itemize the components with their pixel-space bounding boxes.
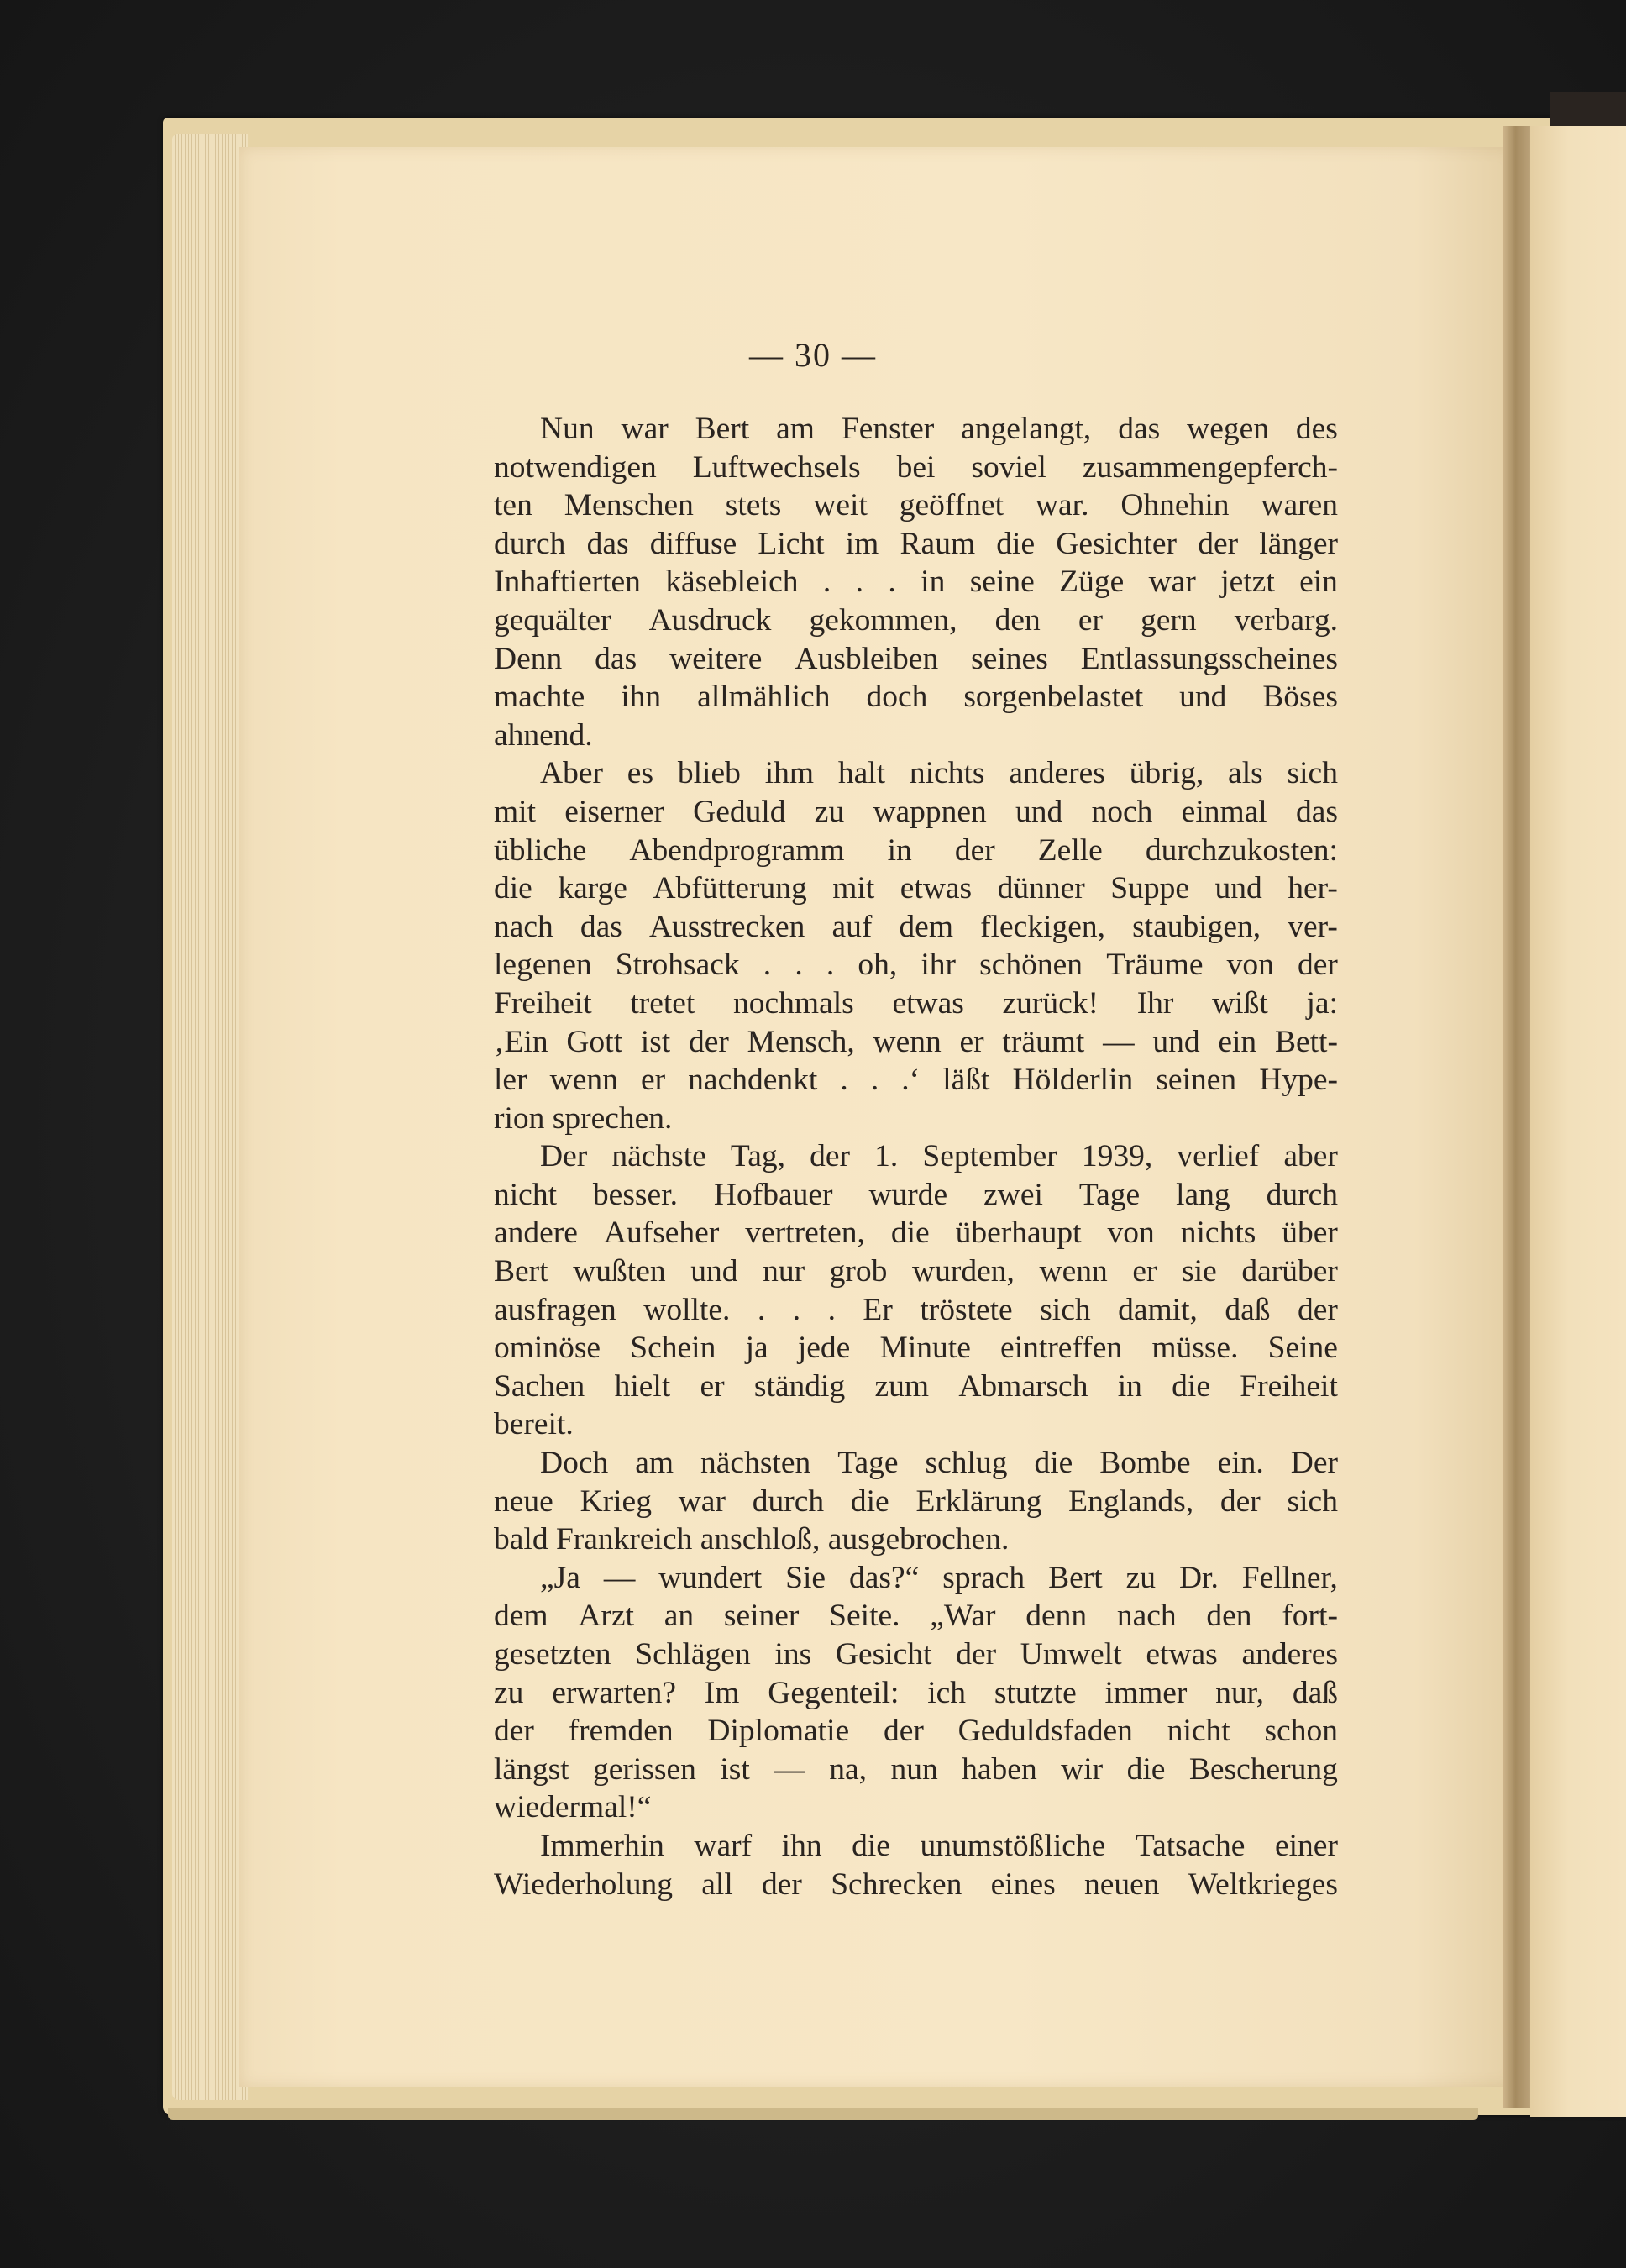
text-line: die karge Abfütterung mit etwas dünner Suppe und her- <box>494 871 1338 906</box>
text-line: andere Aufseher vertreten, die überhaupt von nichts über <box>494 1215 1338 1251</box>
text-line: längst gerissen ist — na, nun haben wir die Bescherung <box>494 1751 1338 1787</box>
text-line: ominöse Schein ja jede Minute eintreffen müsse. Seine <box>494 1331 1338 1366</box>
cover-bottom-edge <box>168 2108 1478 2120</box>
text-line: notwendigen Luftwechsels bei soviel zusammengepferch- <box>494 449 1338 485</box>
text-line: übliche Abendprogramm in der Zelle durchzukosten: <box>494 832 1338 868</box>
text-line: der fremden Diplomatie der Geduldsfaden nicht schon <box>494 1714 1338 1749</box>
text-line: Der nächste Tag, der 1. September 1939, verlief aber <box>540 1139 1338 1174</box>
text-line: zu erwarten? Im Gegenteil: ich stutzte immer nur, daß <box>494 1675 1338 1710</box>
body-text <box>494 410 1338 1903</box>
text-line: Aber es blieb ihm halt nichts anderes übrig, als sich <box>540 756 1338 791</box>
text-line: ler wenn er nachdenkt . . .‘ läßt Hölderlin seinen Hype- <box>494 1063 1338 1098</box>
text-line: ausfragen wollte. . . . Er tröstete sich damit, daß der <box>494 1292 1338 1327</box>
text-line: Sachen hielt er ständig zum Abmarsch in die Freiheit <box>494 1368 1338 1404</box>
text-line: durch das diffuse Licht im Raum die Gesichter der länger <box>494 526 1338 561</box>
text-line: Freiheit tretet nochmals etwas zurück! Ihr wißt ja: <box>494 985 1338 1021</box>
text-line: legenen Strohsack . . . oh, ihr schönen Träume von der <box>494 948 1338 983</box>
text-line: gequälter Ausdruck gekommen, den er gern verbarg. <box>494 602 1338 638</box>
text-line: wiedermal!“ <box>494 1790 652 1825</box>
text-line: bereit. <box>494 1407 574 1442</box>
text-line: Nun war Bert am Fenster angelangt, das wegen des <box>540 412 1338 446</box>
text-line: nicht besser. Hofbauer wurde zwei Tage lang durch <box>494 1177 1338 1212</box>
text-line: dem Arzt an seiner Seite. „War denn nach den fort- <box>494 1599 1338 1634</box>
text-line: rion sprechen. <box>494 1100 673 1136</box>
text-line: Bert wußten und nur grob wurden, wenn er sie darüber <box>494 1254 1338 1289</box>
page-stack-edge <box>172 134 248 2100</box>
text-line: machte ihn allmählich doch sorgenbelastet und Böses <box>494 680 1338 715</box>
text-line: gesetzten Schlägen ins Gesicht der Umwelt etwas anderes <box>494 1637 1338 1672</box>
text-line: „Ja — wundert Sie das?“ sprach Bert zu Dr. Fellner, <box>540 1560 1338 1595</box>
text-line: Doch am nächsten Tage schlug die Bombe ein. Der <box>540 1446 1338 1481</box>
text-line: Denn das weitere Ausbleiben seines Entlassungsscheines <box>494 641 1338 676</box>
text-line: bald Frankreich anschloß, ausgebrochen. <box>494 1522 1010 1557</box>
text-line: Inhaftierten käsebleich . . . in seine Züge war jetzt ein <box>494 564 1338 600</box>
text-line: ten Menschen stets weit geöffnet war. Ohnehin waren <box>494 488 1338 523</box>
text-line: ‚Ein Gott ist der Mensch, wenn er träumt — und ein Bett- <box>494 1024 1338 1059</box>
text-line: Immerhin warf ihn die unumstößliche Tatsache einer <box>540 1828 1338 1863</box>
text-line: nach das Ausstrecken auf dem fleckigen, staubigen, ver- <box>494 909 1338 944</box>
text-line: mit eiserner Geduld zu wappnen und noch einmal das <box>494 794 1338 829</box>
text-line: Wiederholung all der Schrecken eines neuen Weltkrieges <box>494 1866 1338 1902</box>
text-line: ahnend. <box>494 717 593 753</box>
facing-page <box>1530 126 1626 2117</box>
text-line: neue Krieg war durch die Erklärung Englands, der sich <box>494 1483 1338 1519</box>
book-gutter <box>1503 126 1530 2108</box>
page-number: — 30 — <box>749 336 877 374</box>
